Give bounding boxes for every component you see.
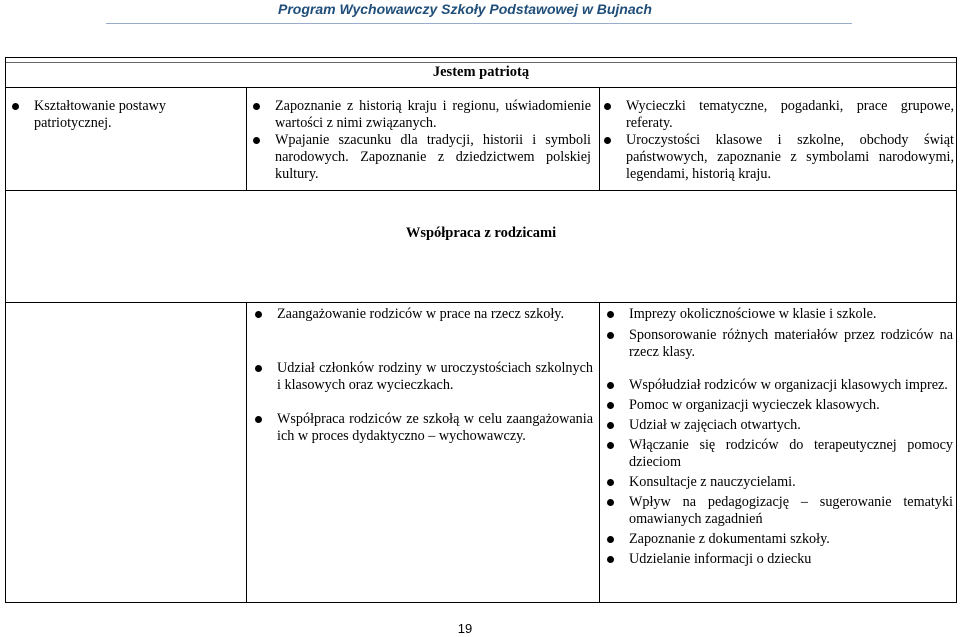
- table-left-border: [5, 57, 6, 603]
- list-item: Wpływ na pedagogizację – sugerowanie tematyki omawianych zagadnień: [603, 494, 953, 528]
- page-number: 19: [457, 621, 473, 636]
- section1-col1-list: [8, 98, 232, 132]
- bullet-icon: [12, 103, 19, 110]
- table-top-border-inner: [5, 62, 957, 63]
- list-item: Współpraca rodziców ze szkołą w celu zaangażowania ich w proces dydaktyczno – wychowawczy.: [251, 411, 593, 445]
- list-item: Sponsorowanie różnych materiałów przez rodziców na rzecz klasy.: [603, 327, 953, 361]
- list-item: Udział członków rodziny w uroczystościach szkolnych i klasowych oraz wycieczkach.: [251, 360, 593, 394]
- section2-col-divider-1: [246, 302, 247, 602]
- bullet-icon: [607, 332, 614, 339]
- list-item: Zapoznanie z historią kraju i regionu, uświadomienie wartości z nimi związanych.: [249, 98, 591, 132]
- list-item: Zaangażowanie rodziców w prace na rzecz szkoły.: [251, 306, 593, 323]
- bullet-icon: [255, 416, 262, 423]
- bullet-icon: [607, 556, 614, 563]
- bullet-icon: [607, 479, 614, 486]
- section2-col3-list: [603, 306, 953, 568]
- list-item: Kształtowanie postawy patriotycznej.: [8, 98, 232, 132]
- section2-col-divider-2: [599, 302, 600, 602]
- bullet-icon: [607, 311, 614, 318]
- bullet-icon: [607, 382, 614, 389]
- section1-header-divider: [5, 87, 957, 88]
- section1-col3-list: [600, 98, 954, 183]
- table-right-border: [956, 57, 957, 603]
- bullet-icon: [607, 499, 614, 506]
- bullet-icon: [604, 103, 611, 110]
- list-item: Imprezy okolicznościowe w klasie i szkole.: [603, 306, 953, 323]
- list-item: Zapoznanie z dokumentami szkoły.: [603, 531, 953, 548]
- section-title-patriotism: Jestem patriotą: [432, 64, 530, 80]
- bullet-icon: [255, 365, 262, 372]
- section2-col2-list: [251, 306, 593, 445]
- bullet-icon: [604, 137, 611, 144]
- list-item: Uroczystości klasowe i szkolne, obchody świąt państwowych, zapoznanie z symbolami narodowymi, legendami, historią kraju.: [600, 132, 954, 183]
- table-top-border: [5, 57, 957, 58]
- list-item: Wpajanie szacunku dla tradycji, historii i symboli narodowych. Zapoznanie z dziedzictwem polskiej kultury.: [249, 132, 591, 183]
- section2-header-divider: [5, 302, 957, 303]
- section-title-parents: Współpraca z rodzicami: [405, 225, 557, 241]
- bullet-icon: [607, 442, 614, 449]
- header-divider: [106, 23, 852, 24]
- section1-col-divider-1: [246, 87, 247, 190]
- list-item: Współudział rodziców w organizacji klasowych imprez.: [603, 377, 953, 394]
- bullet-icon: [607, 402, 614, 409]
- list-item: Udzielanie informacji o dziecku: [603, 551, 953, 568]
- list-item: Udział w zajęciach otwartych.: [603, 417, 953, 434]
- table-bottom-border: [5, 602, 957, 603]
- list-item: Włączanie się rodziców do terapeutycznej pomocy dzieciom: [603, 437, 953, 471]
- bullet-icon: [255, 311, 262, 318]
- bullet-icon: [253, 137, 260, 144]
- bullet-icon: [607, 422, 614, 429]
- list-item: Pomoc w organizacji wycieczek klasowych.: [603, 397, 953, 414]
- section1-bottom-border: [5, 190, 957, 191]
- bullet-icon: [607, 536, 614, 543]
- list-item: Konsultacje z nauczycielami.: [603, 474, 953, 491]
- section1-col2-list: [249, 98, 591, 183]
- bullet-icon: [253, 103, 260, 110]
- list-item: Wycieczki tematyczne, pogadanki, prace grupowe, referaty.: [600, 98, 954, 132]
- document-header-title: Program Wychowawczy Szkoły Podstawowej w Bujnach: [278, 1, 652, 17]
